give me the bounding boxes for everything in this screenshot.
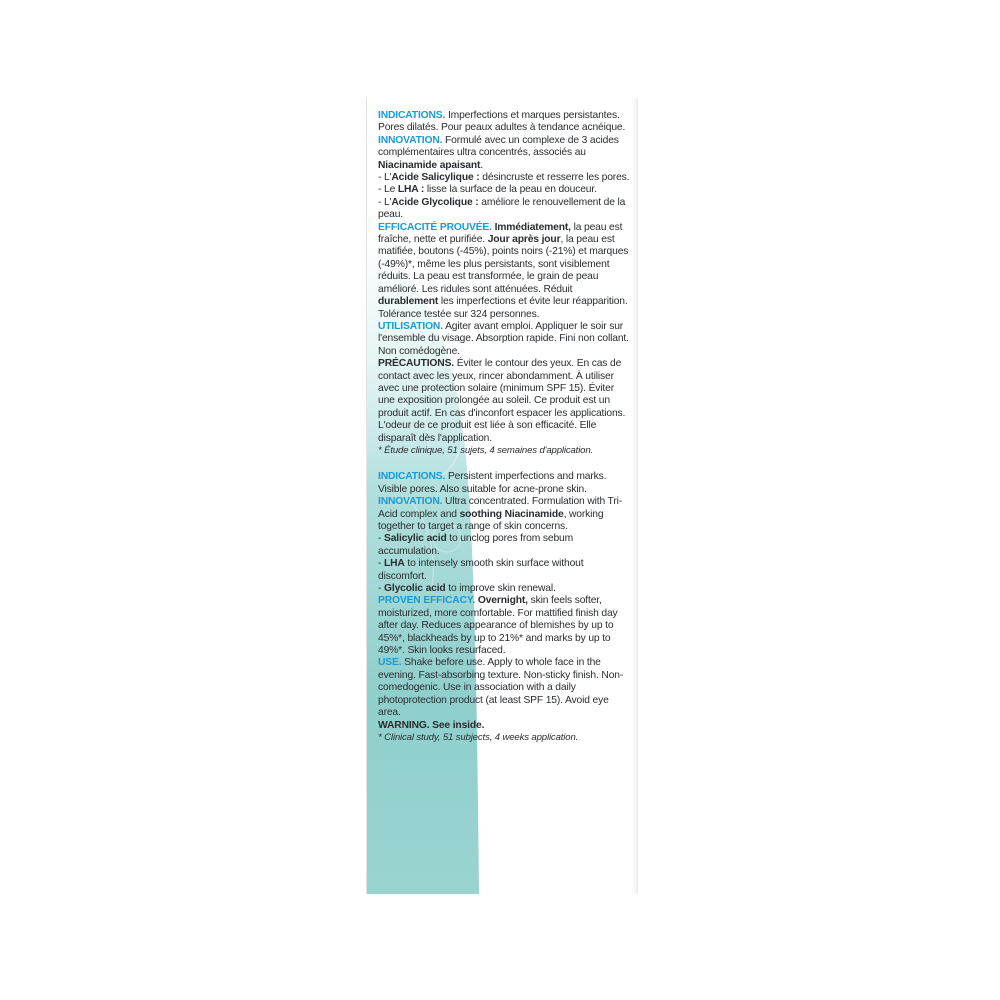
fr-acid-name: LHA :	[397, 184, 425, 196]
fr-utilisation	[378, 321, 630, 358]
en-warning: WARNING. See inside.	[378, 719, 485, 731]
panel-edge-shadow	[631, 98, 637, 894]
fr-acid-text: améliore le renouvellement de la peau.	[378, 196, 626, 221]
fr-acid-prefix: - Le	[378, 184, 398, 196]
en-innovation	[378, 496, 630, 533]
section-spacer	[378, 457, 630, 471]
en-innovation-bold: soothing Niacinamide	[459, 508, 564, 520]
fr-precautions-text: Éviter le contour des yeux. En cas de contact avec les yeux, rincer abondamment. À utiliser avec une protection solaire (minimum SPF 15). Éviter une exposition prolongée au soleil. Ce produit est un produit actif. En cas d'inconfort espacer les applications. L'odeur de ce produit est liée à son efficacité. Elle disparaît dès l'application.	[378, 358, 626, 444]
fr-acid-name: Acide Salicylique :	[391, 172, 480, 184]
fr-efficacy-label: EFFICACITÉ PROUVÉE.	[378, 221, 492, 233]
en-efficacy-label: PROVEN EFFICACY.	[378, 595, 476, 607]
fr-indications	[378, 110, 630, 135]
en-use-label: USE.	[378, 657, 402, 669]
en-indications	[378, 471, 630, 496]
en-innovation-text: Ultra concentrated. Formulation with Tri-Acid complex and	[378, 496, 623, 520]
fr-acid-name: Acide Glycolique :	[391, 196, 479, 208]
fr-acid-prefix: - L'	[378, 172, 392, 184]
fr-innovation-label: INNOVATION.	[378, 134, 443, 146]
fr-efficacy-bold1: Immédiatement,	[491, 221, 571, 233]
en-innovation-label: INNOVATION.	[378, 496, 443, 508]
en-acid-name: LHA	[384, 558, 405, 570]
fr-indications-label: INDICATIONS.	[378, 110, 446, 121]
en-use-text: Shake before use. Apply to whole face in the evening. Fast-absorbing texture. Non-sticky finish. Non-comedogenic. Use in association with a daily photoprotection product (at least SPF 15). Avoid eye area.	[378, 657, 624, 719]
en-acid-item	[378, 558, 630, 583]
fr-innovation-end: .	[480, 159, 484, 171]
en-innovation-end: , working together to target a range of skin concerns.	[378, 508, 604, 532]
en-efficacy	[378, 595, 630, 657]
en-acid-item	[378, 583, 630, 595]
fr-precautions-label: PRÉCAUTIONS.	[378, 358, 455, 370]
fr-acid-prefix: - L'	[378, 196, 392, 208]
en-footnote: * Clinical study, 51 subjects, 4 weeks application.	[378, 731, 579, 743]
fr-footnote: * Étude clinique, 51 sujets, 4 semaines d'application.	[378, 444, 594, 456]
fr-indications-text: Imperfections et marques persistantes. Pores dilatés. Pour peaux adultes à tendance acnéique.	[378, 110, 626, 134]
en-acid-name: Glycolic acid	[384, 583, 446, 595]
fr-precautions	[378, 358, 630, 445]
en-indications-text: Persistent imperfections and marks. Visible pores. Also suitable for acne-prone skin.	[378, 471, 607, 495]
fr-acid-text: lisse la surface de la peau en douceur.	[424, 184, 597, 196]
fr-utilisation-text: Agiter avant emploi. Appliquer le soir sur l'ensemble du visage. Absorption rapide. Fini non collant. Non comédogène.	[378, 320, 629, 357]
en-acid-text: to unclog pores from sebum accumulation.	[378, 533, 574, 557]
fr-utilisation-label: UTILISATION.	[378, 320, 443, 332]
en-indications-label: INDICATIONS.	[378, 471, 446, 483]
fr-efficacy-t1: la peau est fraîche, nette et purifiée.	[378, 221, 623, 246]
en-efficacy-t1: skin feels softer, moisturized, more comfortable. For mattified finish day after day. Reduces appearance of blemishes by up to 45%*, blackheads by up to 21%* and marks by up to 49%*. Skin looks resurfaced.	[378, 595, 618, 657]
fr-efficacy-bold3: durablement	[378, 296, 439, 308]
fr-efficacy-t2: , la peau est matifiée, boutons (-45%), points noirs (-21%) et marques (-49%)*, même les plus persistants, sont visiblement réduits. La peau est transformée, le grain de peau amélioré. Les ridules sont atténuées. Réduit	[378, 234, 629, 295]
en-efficacy-bold1: Overnight,	[475, 595, 528, 607]
en-acid-prefix: -	[378, 533, 384, 545]
fr-acid-item	[378, 197, 630, 222]
en-acid-item	[378, 533, 630, 558]
fr-efficacy-bold2: Jour après jour	[487, 234, 561, 246]
fr-innovation	[378, 135, 630, 172]
en-acid-prefix: -	[378, 583, 384, 595]
en-acid-name: Salicylic acid	[384, 533, 447, 545]
fr-acid-item	[378, 172, 630, 184]
fr-acid-item	[378, 184, 630, 196]
product-text-panel	[366, 98, 638, 894]
en-acid-text: to improve skin renewal.	[445, 583, 556, 595]
en-use	[378, 657, 630, 719]
fr-acid-text: désincruste et resserre les pores.	[479, 172, 630, 184]
fr-efficacy-t3: les imperfections et évite leur réapparition. Tolérance testée sur 324 personnes.	[378, 296, 628, 320]
label-text-block	[378, 110, 630, 744]
fr-efficacy	[378, 222, 630, 321]
fr-innovation-bold: Niacinamide apaisant	[378, 159, 481, 171]
en-acid-prefix: -	[378, 558, 384, 570]
fr-innovation-text: Formulé avec un complexe de 3 acides complémentaires ultra concentrés, associés au	[378, 134, 619, 159]
en-acid-text: to intensely smooth skin surface without discomfort.	[378, 558, 584, 582]
